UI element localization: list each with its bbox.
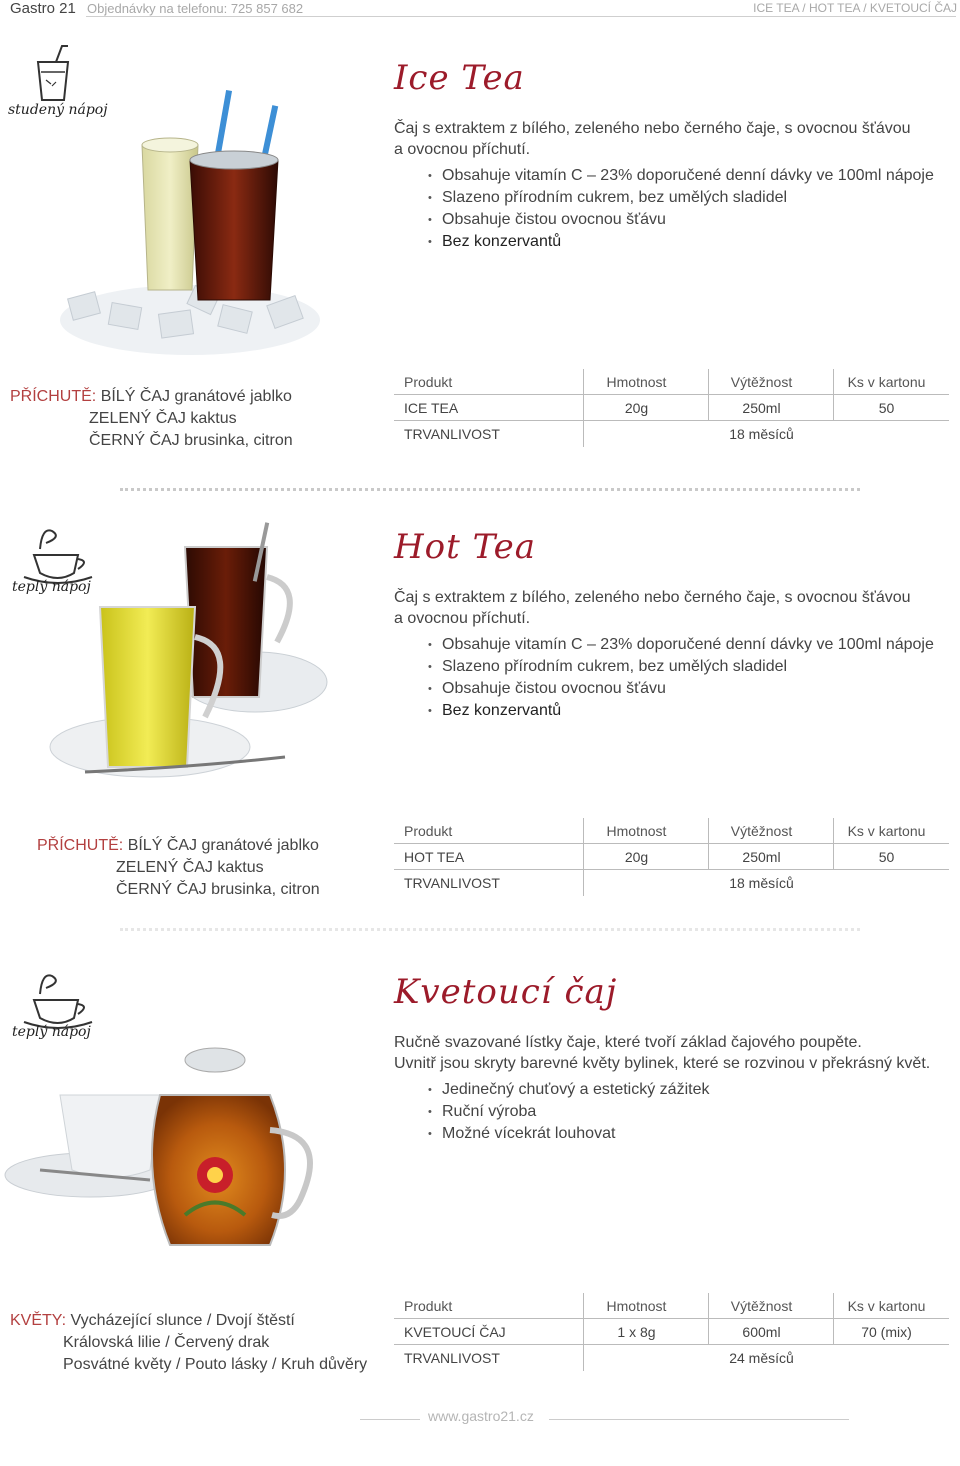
flower-item: Vycházející slunce / Dvojí štěstí [70,1312,295,1329]
table-divider [708,369,709,421]
description-line: a ovocnou příchutí. [394,610,531,627]
table-header-row [394,1293,949,1319]
feature-list [428,165,958,253]
flavor-item: ČERNÝ ČAJ brusinka, citron [116,881,320,898]
table-cell: 600ml [742,1324,781,1340]
list-item: • Obsahuje vitamín C – 23% doporučené denní dávky ve 100ml nápoje [428,634,958,656]
shelf-life-value: 18 měsíců [729,875,794,891]
flavor-item: ZELENÝ ČAJ kaktus [89,410,237,427]
product-title: Ice Tea [394,58,525,98]
shelf-life-label: TRVANLIVOST [404,426,500,442]
feature-list [428,1079,958,1145]
footer-rule [360,1419,420,1420]
table-header: Výtěžnost [730,1298,793,1314]
description-line: Ručně svazované lístky čaje, které tvoří základ čajového poupěte. [394,1034,862,1051]
table-divider [833,1293,834,1345]
flavor-item: BÍLÝ ČAJ granátové jablko [127,837,319,854]
table-header: Produkt [404,823,453,839]
feature-list [428,634,958,722]
product-table [394,818,949,896]
table-row [394,844,949,870]
list-item: • Slazeno přírodním cukrem, bez umělých sladidel [428,656,958,678]
table-row [394,870,949,896]
page-footer [0,1408,960,1428]
shelf-life-label: TRVANLIVOST [404,1350,500,1366]
list-item: • Ruční výroba [428,1101,958,1123]
flowers-label: KVĚTY: [10,1312,67,1329]
table-header: Ks v kartonu [847,374,926,390]
header-divider [86,16,956,17]
website-link[interactable]: www.gastro21.cz [428,1408,534,1424]
table-divider [833,818,834,870]
shelf-life-label: TRVANLIVOST [404,875,500,891]
section-divider [120,488,860,491]
shelf-life-value: 18 měsíců [729,426,794,442]
table-header-row [394,818,949,844]
product-description [394,587,954,629]
product-description [394,1032,960,1074]
flower-item: Posvátné květy / Pouto lásky / Kruh důvěry [63,1356,368,1373]
breadcrumb: ICE TEA / HOT TEA / KVETOUCÍ ČAJ [753,1,957,15]
footer-rule [549,1419,849,1420]
product-table [394,369,949,447]
table-header: Výtěžnost [730,374,793,390]
hot-drink-caption: teplý nápoj [12,1024,91,1040]
table-header: Produkt [404,374,453,390]
flavor-item: BÍLÝ ČAJ granátové jablko [100,388,292,405]
product-description [394,118,954,160]
table-cell: 20g [624,849,649,865]
list-item: • Možné vícekrát louhovat [428,1123,958,1145]
table-header: Hmotnost [606,823,667,839]
table-cell: ICE TEA [404,400,459,416]
table-cell: 250ml [742,849,781,865]
table-header: Hmotnost [606,1298,667,1314]
table-header: Výtěžnost [730,823,793,839]
flavor-item: ZELENÝ ČAJ kaktus [116,859,264,876]
flavors-label: PŘÍCHUTĚ: [10,388,97,405]
table-cell: 250ml [742,400,781,416]
flavors-label: PŘÍCHUTĚ: [37,837,124,854]
table-cell: HOT TEA [404,849,465,865]
description-line: Uvnitř jsou skryty barevné květy bylinek, které se rozvinou v překrásný květ. [394,1055,931,1072]
table-header: Ks v kartonu [847,823,926,839]
brand-name: Gastro 21 [10,0,76,17]
table-row [394,421,949,447]
list-item: • Bez konzervantů [428,231,958,253]
flowers-block [10,1310,367,1376]
table-cell: 50 [878,400,895,416]
table-divider [583,818,584,896]
table-cell: 50 [878,849,895,865]
hot-drink-caption: teplý nápoj [12,579,91,595]
product-table [394,1293,949,1371]
page-header [0,0,960,18]
table-cell: KVETOUCÍ ČAJ [404,1324,506,1340]
table-divider [708,818,709,870]
product-title: Kvetoucí čaj [394,972,618,1012]
section-blooming-tea [0,950,960,1390]
table-row [394,395,949,421]
table-cell: 20g [624,400,649,416]
table-divider [833,369,834,421]
order-phone: Objednávky na telefonu: 725 857 682 [87,1,304,16]
description-line: Čaj s extraktem z bílého, zeleného nebo černého čaje, s ovocnou šťávou [394,120,911,137]
blooming-tea-photo [0,1040,350,1270]
description-line: Čaj s extraktem z bílého, zeleného nebo černého čaje, s ovocnou šťávou [394,589,911,606]
table-row [394,1319,949,1345]
list-item: • Jedinečný chuťový a estetický zážitek [428,1079,958,1101]
table-divider [583,1293,584,1371]
list-item: • Obsahuje čistou ovocnou šťávu [428,209,958,231]
hot-tea-photo [45,517,335,792]
list-item: • Obsahuje čistou ovocnou šťávu [428,678,958,700]
product-title: Hot Tea [394,527,537,567]
section-ice-tea [0,30,960,480]
flavors-block [37,835,320,901]
table-divider [583,369,584,447]
table-row [394,1345,949,1371]
table-header: Ks v kartonu [847,1298,926,1314]
list-item: • Obsahuje vitamín C – 23% doporučené denní dávky ve 100ml nápoje [428,165,958,187]
flavors-block [10,386,293,452]
section-divider [120,928,860,931]
table-header-row [394,369,949,395]
table-cell: 70 (mix) [861,1324,912,1340]
list-item: • Bez konzervantů [428,700,958,722]
cold-drink-caption: studený nápoj [8,102,108,118]
flower-item: Královská lilie / Červený drak [63,1334,270,1351]
ice-tea-photo [50,50,330,360]
shelf-life-value: 24 měsíců [729,1350,794,1366]
table-header: Hmotnost [606,374,667,390]
flavor-item: ČERNÝ ČAJ brusinka, citron [89,432,293,449]
section-hot-tea [0,505,960,925]
table-divider [708,1293,709,1345]
list-item: • Slazeno přírodním cukrem, bez umělých sladidel [428,187,958,209]
description-line: a ovocnou příchutí. [394,141,531,158]
table-cell: 1 x 8g [617,1324,656,1340]
table-header: Produkt [404,1298,453,1314]
